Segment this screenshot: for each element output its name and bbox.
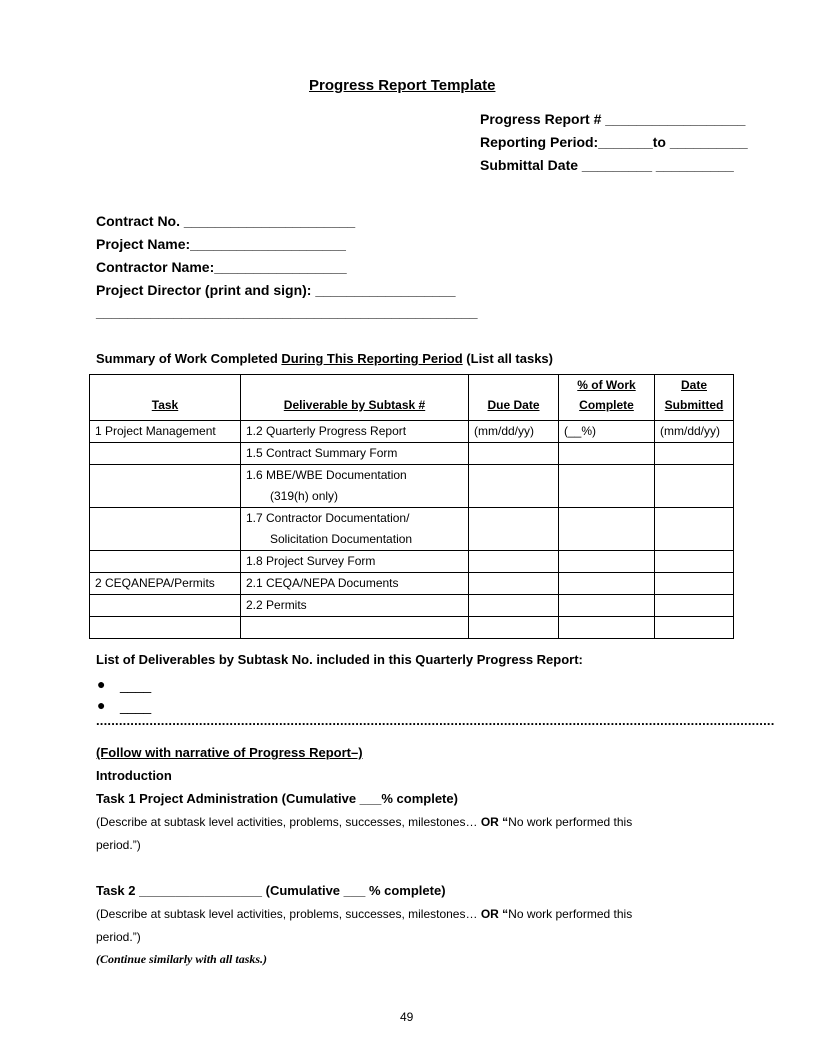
- page-title: Progress Report Template: [309, 77, 496, 94]
- cell-due-date: [469, 508, 559, 551]
- task2-description: [96, 907, 632, 921]
- cell-deliverable: 1.8 Project Survey Form: [241, 551, 469, 573]
- task1-desc-text: (Describe at subtask level activities, problems, successes, milestones…: [96, 815, 481, 829]
- cell-task: 1 Project Management: [90, 421, 241, 443]
- cell-task: [90, 465, 241, 508]
- cell-task: [90, 595, 241, 617]
- cell-due-date: [469, 573, 559, 595]
- follow-narrative-note: (Follow with narrative of Progress Report–): [96, 745, 363, 760]
- table-row: [90, 595, 734, 617]
- table-row: [90, 573, 734, 595]
- task1-description-cont: period.”): [96, 838, 141, 852]
- cell-date-submitted: (mm/dd/yy): [655, 421, 734, 443]
- cell-date-submitted: [655, 617, 734, 639]
- dotted-separator: ..................................................................................................................................................................................: [96, 713, 775, 728]
- cell-pct-complete: [559, 443, 655, 465]
- cell-deliverable-line2: Solicitation Documentation: [270, 532, 413, 546]
- deliverables-heading: List of Deliverables by Subtask No. included in this Quarterly Progress Report:: [96, 652, 583, 667]
- table-row: [90, 551, 734, 573]
- table-row: [90, 465, 734, 508]
- cell-pct-complete: [559, 573, 655, 595]
- cell-date-submitted: [655, 465, 734, 508]
- cell-deliverable: [241, 508, 469, 551]
- table-row: [90, 421, 734, 443]
- table-row: [90, 508, 734, 551]
- cell-due-date: [469, 595, 559, 617]
- page-number: 49: [400, 1010, 414, 1024]
- cell-due-date: [469, 465, 559, 508]
- task1-heading: Task 1 Project Administration (Cumulative ___% complete): [96, 791, 458, 806]
- bullet-blank-1: ____: [120, 677, 152, 693]
- bullet-icon: ●: [97, 676, 106, 692]
- cell-pct-complete: [559, 595, 655, 617]
- introduction-heading: Introduction: [96, 768, 172, 783]
- project-director-field: Project Director (print and sign): __________________: [96, 282, 456, 298]
- task2-no-work: No work performed this: [508, 907, 633, 921]
- table-row: [90, 443, 734, 465]
- summary-heading: [96, 351, 553, 366]
- cell-due-date: [469, 617, 559, 639]
- cell-date-submitted: [655, 551, 734, 573]
- summary-heading-suffix: (List all tasks): [462, 351, 553, 366]
- task2-desc-text: (Describe at subtask level activities, problems, successes, milestones…: [96, 907, 481, 921]
- table-row: [90, 617, 734, 639]
- bullet-icon: ●: [97, 697, 106, 713]
- cell-task: [90, 443, 241, 465]
- task2-or: OR “: [480, 907, 509, 921]
- header-date-submitted: [655, 375, 734, 421]
- contractor-name-field: Contractor Name:_________________: [96, 259, 347, 275]
- cell-due-date: [469, 443, 559, 465]
- cell-deliverable: 2.2 Permits: [241, 595, 469, 617]
- header-due-date: Due Date: [469, 375, 559, 421]
- cell-pct-complete: [559, 465, 655, 508]
- cell-deliverable-line1: 1.6 MBE/WBE Documentation: [246, 468, 407, 482]
- header-pct-line2: Complete: [579, 398, 634, 412]
- cell-due-date: [469, 551, 559, 573]
- cell-deliverable-line1: 1.7 Contractor Documentation/: [246, 511, 410, 525]
- task2-description-cont: period.”): [96, 930, 141, 944]
- project-director-signature-line: _________________________________________________: [96, 304, 478, 320]
- cell-date-submitted: [655, 508, 734, 551]
- cell-pct-complete: [559, 617, 655, 639]
- cell-pct-complete: [559, 551, 655, 573]
- cell-deliverable: [241, 465, 469, 508]
- cell-date-submitted: [655, 443, 734, 465]
- project-name-field: Project Name:____________________: [96, 236, 346, 252]
- task2-heading: Task 2 _________________ (Cumulative ___ % complete): [96, 883, 446, 898]
- header-pct-line1: % of Work: [577, 378, 636, 392]
- cell-task: [90, 551, 241, 573]
- task1-no-work: No work performed this: [508, 815, 633, 829]
- bullet-blank-2: ____: [120, 698, 152, 714]
- cell-pct-complete: (__%): [559, 421, 655, 443]
- task1-or: OR “: [480, 815, 509, 829]
- reporting-period-field: Reporting Period:_______to __________: [480, 134, 748, 150]
- cell-due-date: (mm/dd/yy): [469, 421, 559, 443]
- cell-deliverable-line2: (319(h) only): [270, 489, 339, 503]
- table-header-row: [90, 375, 734, 421]
- cell-pct-complete: [559, 508, 655, 551]
- summary-heading-underlined: During This Reporting Period: [281, 351, 463, 366]
- header-deliverable: Deliverable by Subtask #: [241, 375, 469, 421]
- header-pct-complete: [559, 375, 655, 421]
- cell-deliverable: 1.5 Contract Summary Form: [241, 443, 469, 465]
- continue-note: (Continue similarly with all tasks.): [96, 952, 268, 966]
- cell-task: [90, 617, 241, 639]
- cell-date-submitted: [655, 595, 734, 617]
- header-task: Task: [90, 375, 241, 421]
- header-date-line1: Date: [680, 378, 707, 392]
- work-summary-table: [89, 374, 734, 639]
- summary-heading-prefix: Summary of Work Completed: [96, 351, 282, 366]
- cell-deliverable: [241, 617, 469, 639]
- progress-report-number-field: Progress Report # __________________: [480, 111, 746, 127]
- task1-description: [96, 815, 632, 829]
- cell-deliverable: 2.1 CEQA/NEPA Documents: [241, 573, 469, 595]
- contract-no-field: Contract No. ______________________: [96, 213, 356, 229]
- header-date-line2: Submitted: [664, 398, 724, 412]
- submittal-date-field: Submittal Date _________ __________: [480, 157, 734, 173]
- cell-deliverable: 1.2 Quarterly Progress Report: [241, 421, 469, 443]
- cell-date-submitted: [655, 573, 734, 595]
- cell-task: 2 CEQANEPA/Permits: [90, 573, 241, 595]
- cell-task: [90, 508, 241, 551]
